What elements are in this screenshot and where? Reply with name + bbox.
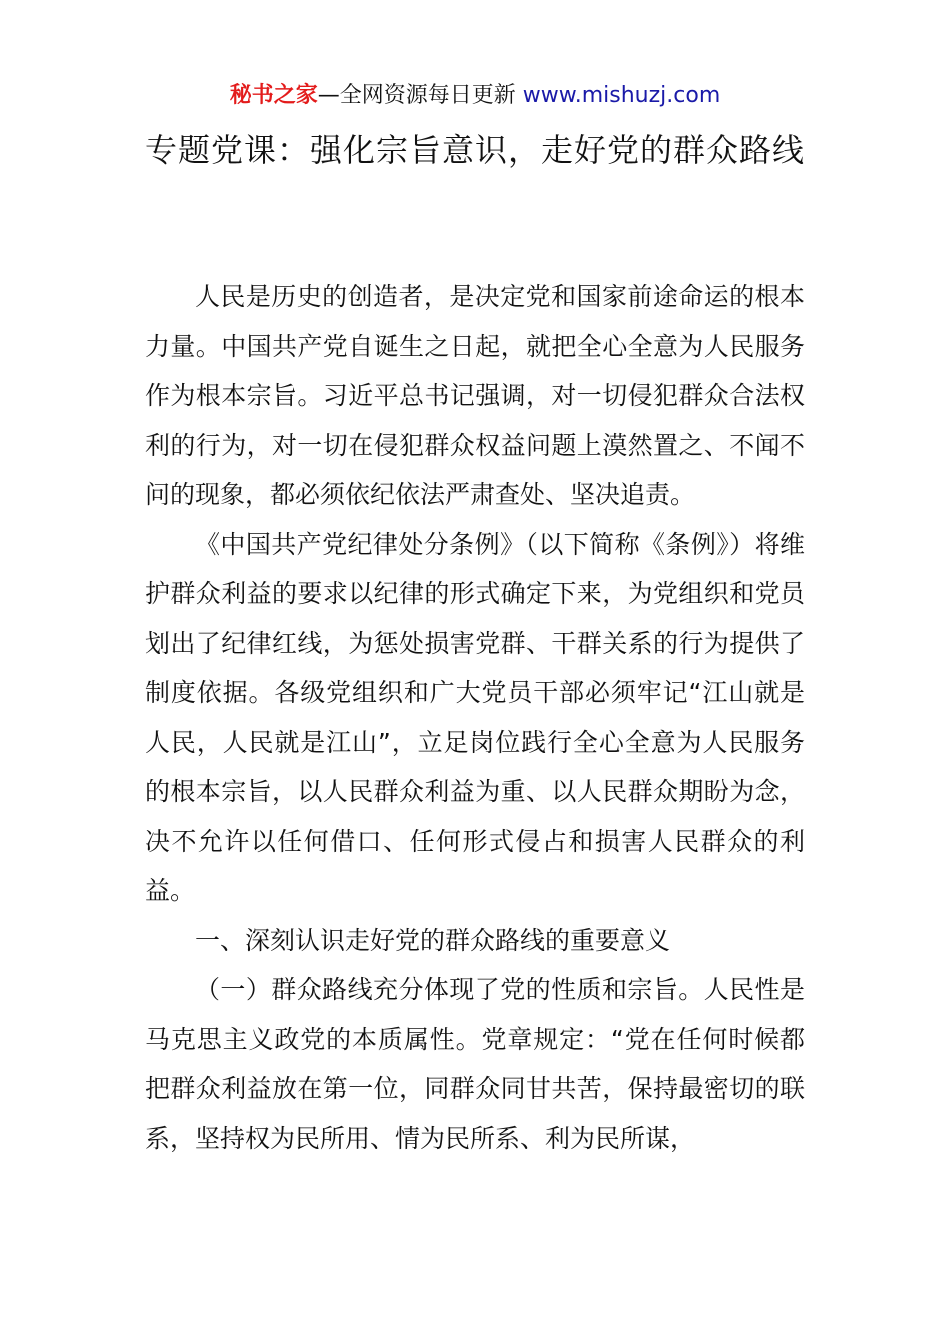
paragraph-subsection-one: （一）群众路线充分体现了党的性质和宗旨。人民性是马克思主义政党的本质属性。党章规定：“党在任何时候都把群众利益放在第一位，同群众同甘共苦，保持最密切的联系，坚持权为民所用、情为民所系、利为民所谋，: [145, 975, 805, 1153]
document-body: [145, 272, 805, 1163]
section-heading: 一、深刻认识走好党的群众路线的重要意义: [195, 925, 671, 955]
site-url-link[interactable]: www.mishuzj.com: [522, 83, 721, 108]
document-title: 专题党课：强化宗旨意识，走好党的群众路线: [145, 131, 806, 169]
paragraph-regulations: 《中国共产党纪律处分条例》（以下简称《条例》）将维护群众利益的要求以纪律的形式确定下来，为党组织和党员划出了纪律红线，为惩处损害党群、干群关系的行为提供了制度依据。各级党组织和广大党员干部必须牢记“江山就是人民，人民就是江山”，立足岗位践行全心全意为人民服务的根本宗旨，以人民群众利益为重、以人民群众期盼为念，决不允许以任何借口、任何形式侵占和损害人民群众的利益。: [145, 529, 805, 905]
site-header: [0, 80, 950, 112]
site-tagline: —全网资源每日更新: [317, 83, 523, 108]
paragraph-intro: 人民是历史的创造者，是决定党和国家前途命运的根本力量。中国共产党自诞生之日起，就把全心全意为人民服务作为根本宗旨。习近平总书记强调，对一切侵犯群众合法权利的行为，对一切在侵犯群众权益问题上漠然置之、不闻不问的现象，都必须依纪依法严肃查处、坚决追责。: [145, 282, 805, 509]
site-brand: 秘书之家: [229, 83, 318, 108]
